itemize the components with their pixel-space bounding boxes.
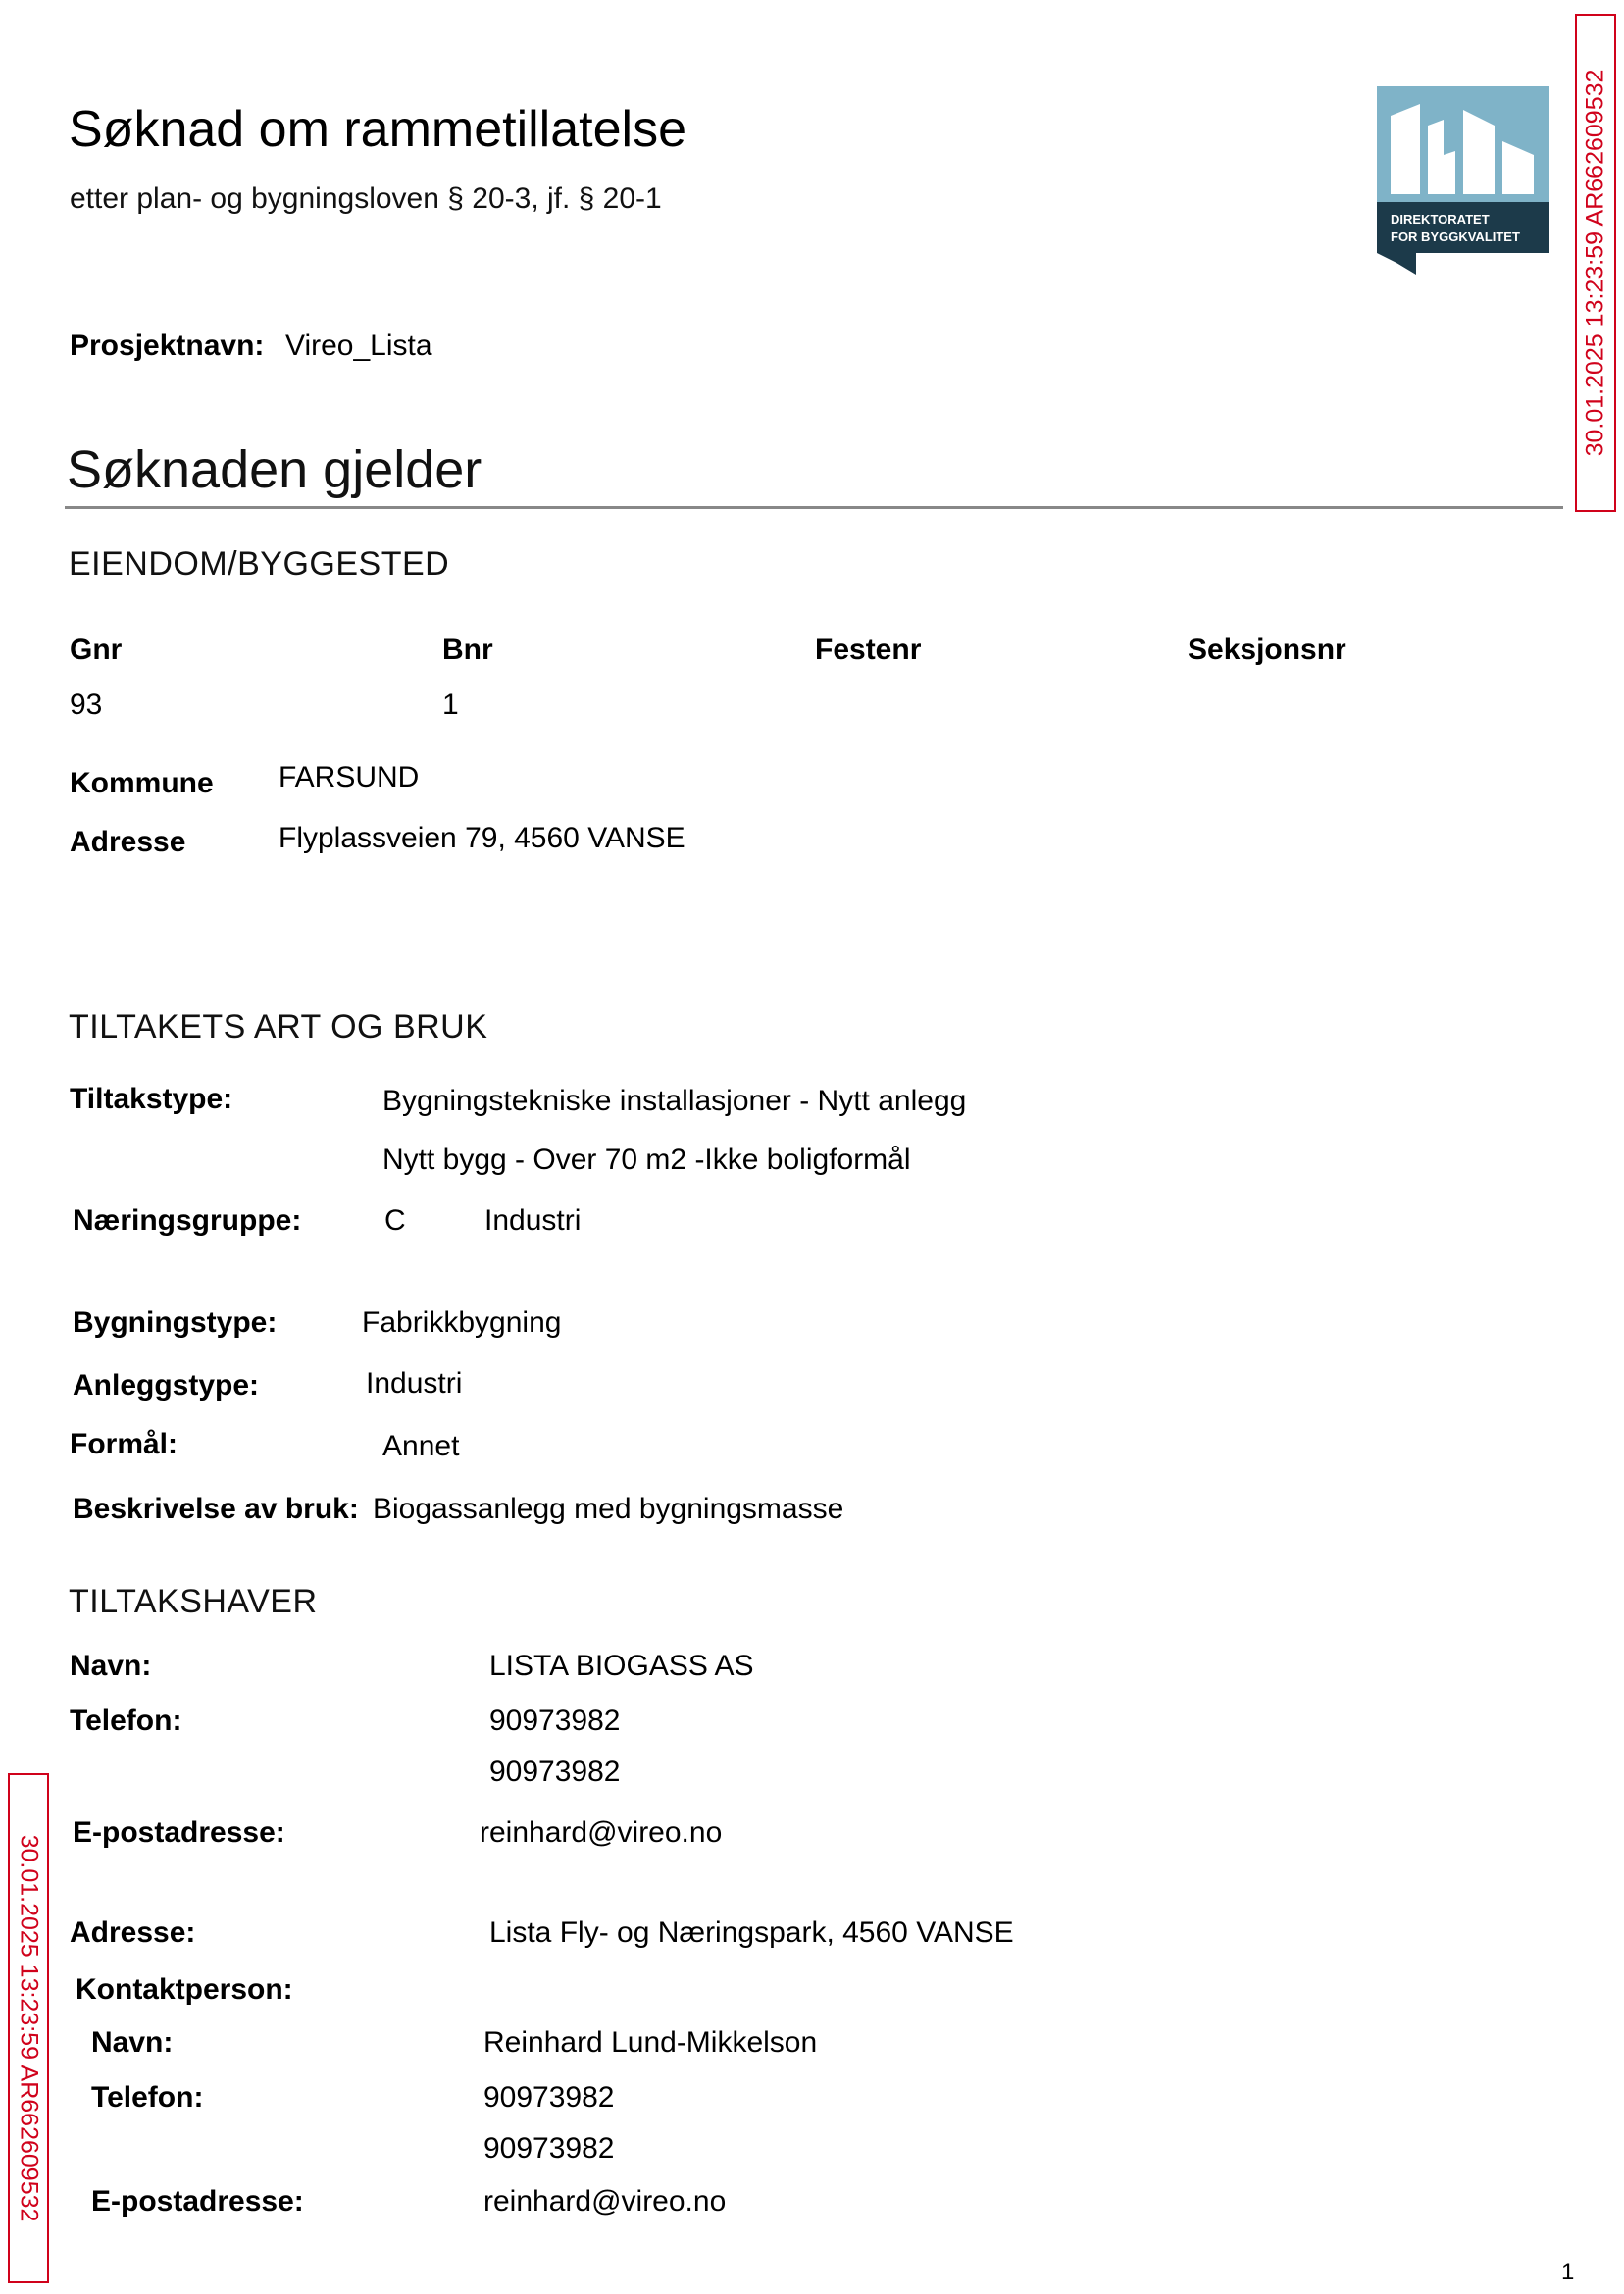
document-title: Søknad om rammetillatelse	[69, 101, 686, 158]
applicant-address-value: Lista Fly- og Næringspark, 4560 VANSE	[489, 1916, 1014, 1949]
stamp-text: 30.01.2025 13:23:59 AR662609532	[1581, 69, 1609, 457]
bnr-label: Bnr	[442, 634, 493, 666]
gnr-label: Gnr	[70, 634, 123, 666]
contact-phone-value-1: 90973982	[483, 2081, 615, 2114]
contact-person-label: Kontaktperson:	[76, 1973, 293, 2006]
bnr-value: 1	[442, 688, 459, 721]
applicant-email-label: E-postadresse:	[73, 1816, 285, 1849]
applicant-name-label: Navn:	[70, 1650, 152, 1682]
bygningstype-value: Fabrikkbygning	[362, 1306, 562, 1339]
applicant-phone-value-2: 90973982	[489, 1756, 621, 1788]
tiltakstype-value-1: Bygningstekniske installasjoner - Nytt anlegg	[382, 1085, 967, 1117]
tiltakstype-label: Tiltakstype:	[70, 1083, 233, 1115]
contact-email-value: reinhard@vireo.no	[483, 2185, 727, 2218]
applicant-phone-value-1: 90973982	[489, 1705, 621, 1737]
timestamp-stamp-top	[1575, 14, 1616, 512]
project-name-label: Prosjektnavn:	[70, 330, 265, 362]
applicant-phone-label: Telefon:	[70, 1705, 182, 1737]
contact-name-label: Navn:	[91, 2026, 174, 2059]
contact-phone-label: Telefon:	[91, 2081, 204, 2114]
applicant-heading: TILTAKSHAVER	[69, 1583, 318, 1620]
applicant-email-value: reinhard@vireo.no	[480, 1816, 723, 1849]
formal-value: Annet	[382, 1430, 460, 1462]
stamp-text: 30.01.2025 13:23:59 AR662609532	[15, 1834, 43, 2222]
logo-text-line1: DIREKTORATET	[1391, 212, 1490, 227]
page-number: 1	[1561, 2259, 1575, 2285]
beskrivelse-value: Biogassanlegg med bygningsmasse	[373, 1493, 844, 1525]
naeringsgruppe-name: Industri	[484, 1204, 582, 1237]
building-logo-icon	[1377, 86, 1549, 275]
contact-phone-value-2: 90973982	[483, 2132, 615, 2165]
adresse-label: Adresse	[70, 826, 186, 858]
bygningstype-label: Bygningstype:	[73, 1306, 278, 1339]
naeringsgruppe-code: C	[384, 1204, 406, 1237]
applicant-address-label: Adresse:	[70, 1916, 196, 1949]
measure-heading: TILTAKETS ART OG BRUK	[69, 1008, 488, 1045]
document-subtitle: etter plan- og bygningsloven § 20-3, jf. § 20-1	[70, 182, 662, 215]
section-divider	[65, 506, 1563, 509]
dibk-logo	[1377, 86, 1549, 275]
kommune-value: FARSUND	[279, 761, 420, 793]
gnr-value: 93	[70, 688, 103, 721]
contact-email-label: E-postadresse:	[91, 2185, 304, 2218]
property-heading: EIENDOM/BYGGESTED	[69, 545, 450, 583]
section-title: Søknaden gjelder	[67, 440, 482, 499]
beskrivelse-label: Beskrivelse av bruk:	[73, 1493, 359, 1525]
adresse-value: Flyplassveien 79, 4560 VANSE	[279, 822, 685, 854]
applicant-name-value: LISTA BIOGASS AS	[489, 1650, 754, 1682]
kommune-label: Kommune	[70, 767, 214, 799]
seksjonsnr-label: Seksjonsnr	[1188, 634, 1346, 666]
contact-name-value: Reinhard Lund-Mikkelson	[483, 2026, 818, 2059]
formal-label: Formål:	[70, 1428, 178, 1460]
anleggstype-value: Industri	[366, 1367, 463, 1400]
project-name-value: Vireo_Lista	[285, 330, 432, 362]
tiltakstype-value-2: Nytt bygg - Over 70 m2 -Ikke boligformål	[382, 1144, 911, 1176]
logo-text-line2: FOR BYGGKVALITET	[1391, 229, 1520, 244]
anleggstype-label: Anleggstype:	[73, 1369, 260, 1402]
naeringsgruppe-label: Næringsgruppe:	[73, 1204, 302, 1237]
festenr-label: Festenr	[815, 634, 922, 666]
timestamp-stamp-bottom	[8, 1773, 49, 2283]
